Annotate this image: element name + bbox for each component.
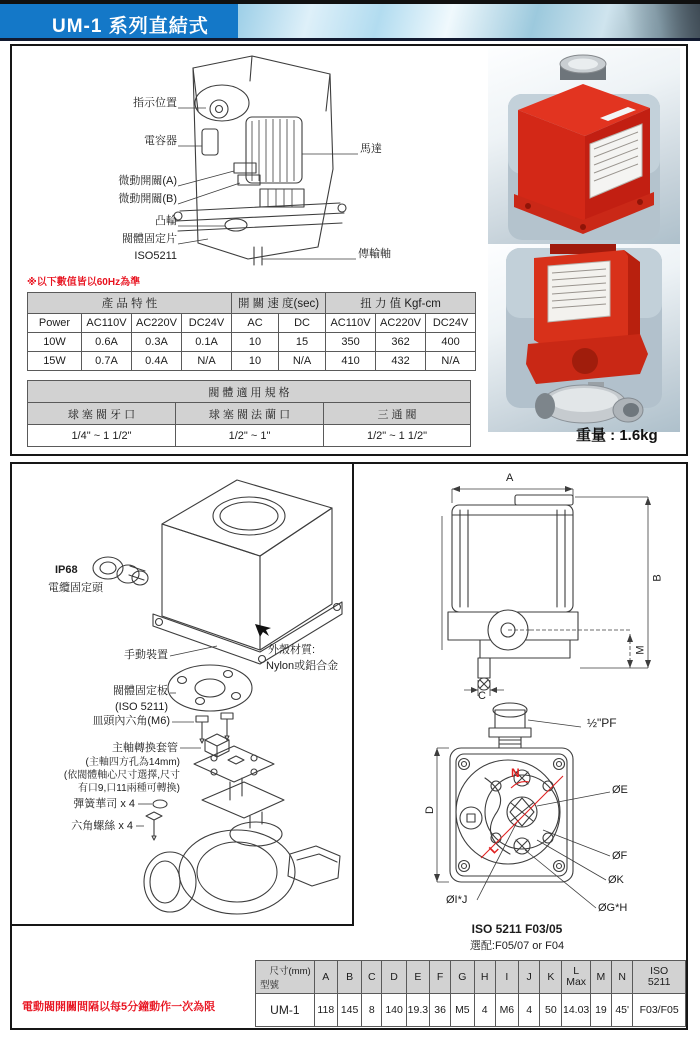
corner-size-label: 尺寸(mm): [269, 966, 311, 977]
cell: 0.6A: [82, 333, 132, 352]
cell: AC110V: [326, 314, 376, 333]
cell: M6: [495, 994, 518, 1027]
label-cam: 凸輪: [155, 215, 177, 227]
label-fix-plate: 閥體固定片: [122, 233, 177, 245]
cell: 扭 力 值 Kgf-cm: [326, 293, 476, 314]
cell: AC110V: [82, 314, 132, 333]
valve-spec-table: [27, 380, 471, 447]
spec-table-row-10w: [28, 333, 476, 352]
cell: 118: [314, 994, 337, 1027]
dim-label-gh: ØG*H: [598, 902, 628, 914]
cell: D: [382, 961, 406, 994]
dimensions-panel: [10, 462, 688, 1030]
dim-label-pf: ½"PF: [587, 716, 617, 730]
cell: J: [519, 961, 540, 994]
cell: 1/4" ~ 1 1/2": [28, 425, 176, 447]
cell: B: [337, 961, 361, 994]
cell: 0.1A: [182, 333, 232, 352]
cell: 1/2" ~ 1 1/2": [324, 425, 471, 447]
cell: DC24V: [182, 314, 232, 333]
valve-table-title-row: [28, 381, 471, 403]
dim-label-e: ØE: [612, 784, 628, 796]
cell-l-max: [562, 961, 590, 994]
label-micro-switch-b: 微動開關(B): [118, 193, 177, 205]
cell: 15W: [28, 352, 82, 371]
cell: 140: [382, 994, 406, 1027]
dimension-table-header-row: [256, 961, 686, 994]
cell: 10: [232, 333, 279, 352]
label-sleeve-note-3: 有口9,口11兩種可轉換): [77, 783, 180, 794]
spec-table-header-row: [28, 314, 476, 333]
cell: 4: [474, 994, 495, 1027]
cell: 400: [426, 333, 476, 352]
cell: 1/2" ~ 1": [176, 425, 324, 447]
page-header: [0, 4, 700, 38]
label-sleeve-note-2: (依閥體軸心尺寸選擇,尺寸: [63, 770, 180, 781]
label-micro-switch-a: 微動開關(A): [118, 175, 177, 187]
cell: 10W: [28, 333, 82, 352]
cell: G: [451, 961, 474, 994]
cell: A: [314, 961, 337, 994]
label-sleeve-note-1: (主軸四方孔為14mm): [85, 757, 180, 768]
iso-line2: 5211: [647, 976, 671, 988]
cell: F: [430, 961, 451, 994]
cell: 0.7A: [82, 352, 132, 371]
cell: 0.4A: [132, 352, 182, 371]
frequency-note: ※以下數值皆以60Hz為準: [27, 277, 141, 288]
spec-table-row-15w: [28, 352, 476, 371]
panel-vertical-divider: [352, 464, 354, 926]
product-photo-actuator-valve: [488, 244, 680, 432]
cell: N/A: [182, 352, 232, 371]
corner-model-label: 型號: [260, 980, 280, 991]
l-line1: L: [573, 964, 580, 977]
cell: 產 品 特 性: [28, 293, 232, 314]
cell: N: [612, 961, 633, 994]
actuator-cutaway-drawing: [162, 51, 362, 281]
dim-label-m: M: [634, 645, 647, 655]
label-drive-shaft: 傳輸軸: [358, 248, 391, 260]
label-shell-material-1: 外殼材質:: [268, 644, 316, 656]
page-title: UM-1 系列直結式: [52, 16, 209, 37]
cell: C: [362, 961, 382, 994]
cell: 36: [430, 994, 451, 1027]
cell: 8: [362, 994, 382, 1027]
product-photo-actuator: [488, 48, 680, 244]
label-hex-bolt: 六角螺絲 x 4: [71, 820, 133, 832]
spec-table: [27, 292, 476, 371]
cell: N/A: [279, 352, 326, 371]
cell: AC220V: [132, 314, 182, 333]
iso-flange-option: 選配:F05/07 or F04: [469, 940, 565, 952]
label-hex-socket-screw: 皿頭內六角(M6): [92, 715, 170, 727]
cell: H: [474, 961, 495, 994]
cell: F03/F05: [633, 994, 686, 1027]
header-underline: [0, 38, 700, 41]
cell-iso: [633, 961, 686, 994]
cell: 0.3A: [132, 333, 182, 352]
model-cell: UM-1: [256, 994, 315, 1027]
iso-line1: ISO: [650, 964, 669, 977]
cell: M5: [451, 994, 474, 1027]
spec-table-group-row: [28, 293, 476, 314]
cell: 14.03: [562, 994, 590, 1027]
cell: 10: [232, 352, 279, 371]
dim-label-c: C: [478, 690, 486, 702]
label-iso5211: ISO5211: [134, 250, 177, 262]
cell: 145: [337, 994, 361, 1027]
label-ip68: IP68: [55, 564, 78, 576]
cell: AC: [232, 314, 279, 333]
cell: 開 關 速 度(sec): [232, 293, 326, 314]
label-shell-material-2: Nylon或鋁合金: [266, 660, 339, 672]
weight-value: 重量 : 1.6kg: [576, 427, 658, 444]
exploded-view-drawing: [12, 464, 352, 926]
cell: K: [540, 961, 562, 994]
label-motor: 馬達: [360, 143, 382, 155]
dim-label-b: B: [651, 574, 664, 582]
valve-table-value-row: [28, 425, 471, 447]
dim-label-f: ØF: [612, 850, 628, 862]
cell: 球 塞 閥 牙 口: [28, 403, 176, 425]
dim-label-l: L: [486, 841, 502, 857]
cell: 45': [612, 994, 633, 1027]
cell: 4: [519, 994, 540, 1027]
label-indicator: 指示位置: [133, 97, 177, 109]
cell: DC24V: [426, 314, 476, 333]
dimension-table-corner: [256, 961, 315, 994]
side-view-dimension-drawing: [420, 468, 682, 700]
cell: AC220V: [376, 314, 426, 333]
cell: 15: [279, 333, 326, 352]
cell: 410: [326, 352, 376, 371]
label-capacitor: 電容器: [144, 135, 177, 147]
label-mount-plate: 閥體固定板: [113, 685, 168, 697]
cell: Power: [28, 314, 82, 333]
cell: M: [590, 961, 611, 994]
cell: 19.3: [406, 994, 429, 1027]
cell: 球 塞 閥 法 蘭 口: [176, 403, 324, 425]
label-manual-device: 手動裝置: [124, 649, 168, 661]
label-shaft-sleeve: 主軸轉換套管: [112, 742, 178, 754]
cell: 50: [540, 994, 562, 1027]
valve-table-header-row: [28, 403, 471, 425]
overview-panel: [10, 44, 688, 456]
l-line2: Max: [566, 976, 587, 988]
dim-label-k: ØK: [608, 874, 624, 886]
dim-label-d: D: [423, 806, 436, 814]
header-photo-shadow: [605, 4, 700, 38]
label-mount-plate-iso: (ISO 5211): [115, 701, 168, 713]
dim-label-n: N: [511, 766, 520, 780]
cell: N/A: [426, 352, 476, 371]
label-spring-washer: 彈簧華司 x 4: [73, 798, 135, 810]
dim-label-a: A: [506, 472, 514, 484]
cell: 19: [590, 994, 611, 1027]
cell: 350: [326, 333, 376, 352]
cell: 362: [376, 333, 426, 352]
cell: 三 通 閥: [324, 403, 471, 425]
operation-interval-note: 電動閥開關間隔以每5分鐘動作一次為限: [22, 1001, 216, 1013]
dim-label-ij: ØI*J: [446, 894, 468, 906]
dimension-table: [255, 960, 686, 1027]
label-cable-gland: 電纜固定頭: [48, 582, 103, 594]
cell: DC: [279, 314, 326, 333]
dimension-table-data-row: [256, 994, 686, 1027]
cell: E: [406, 961, 429, 994]
cell: I: [495, 961, 518, 994]
cell: 閥 體 適 用 規 格: [28, 381, 471, 403]
iso-flange-title: ISO 5211 F03/05: [471, 922, 563, 936]
cell: 432: [376, 352, 426, 371]
